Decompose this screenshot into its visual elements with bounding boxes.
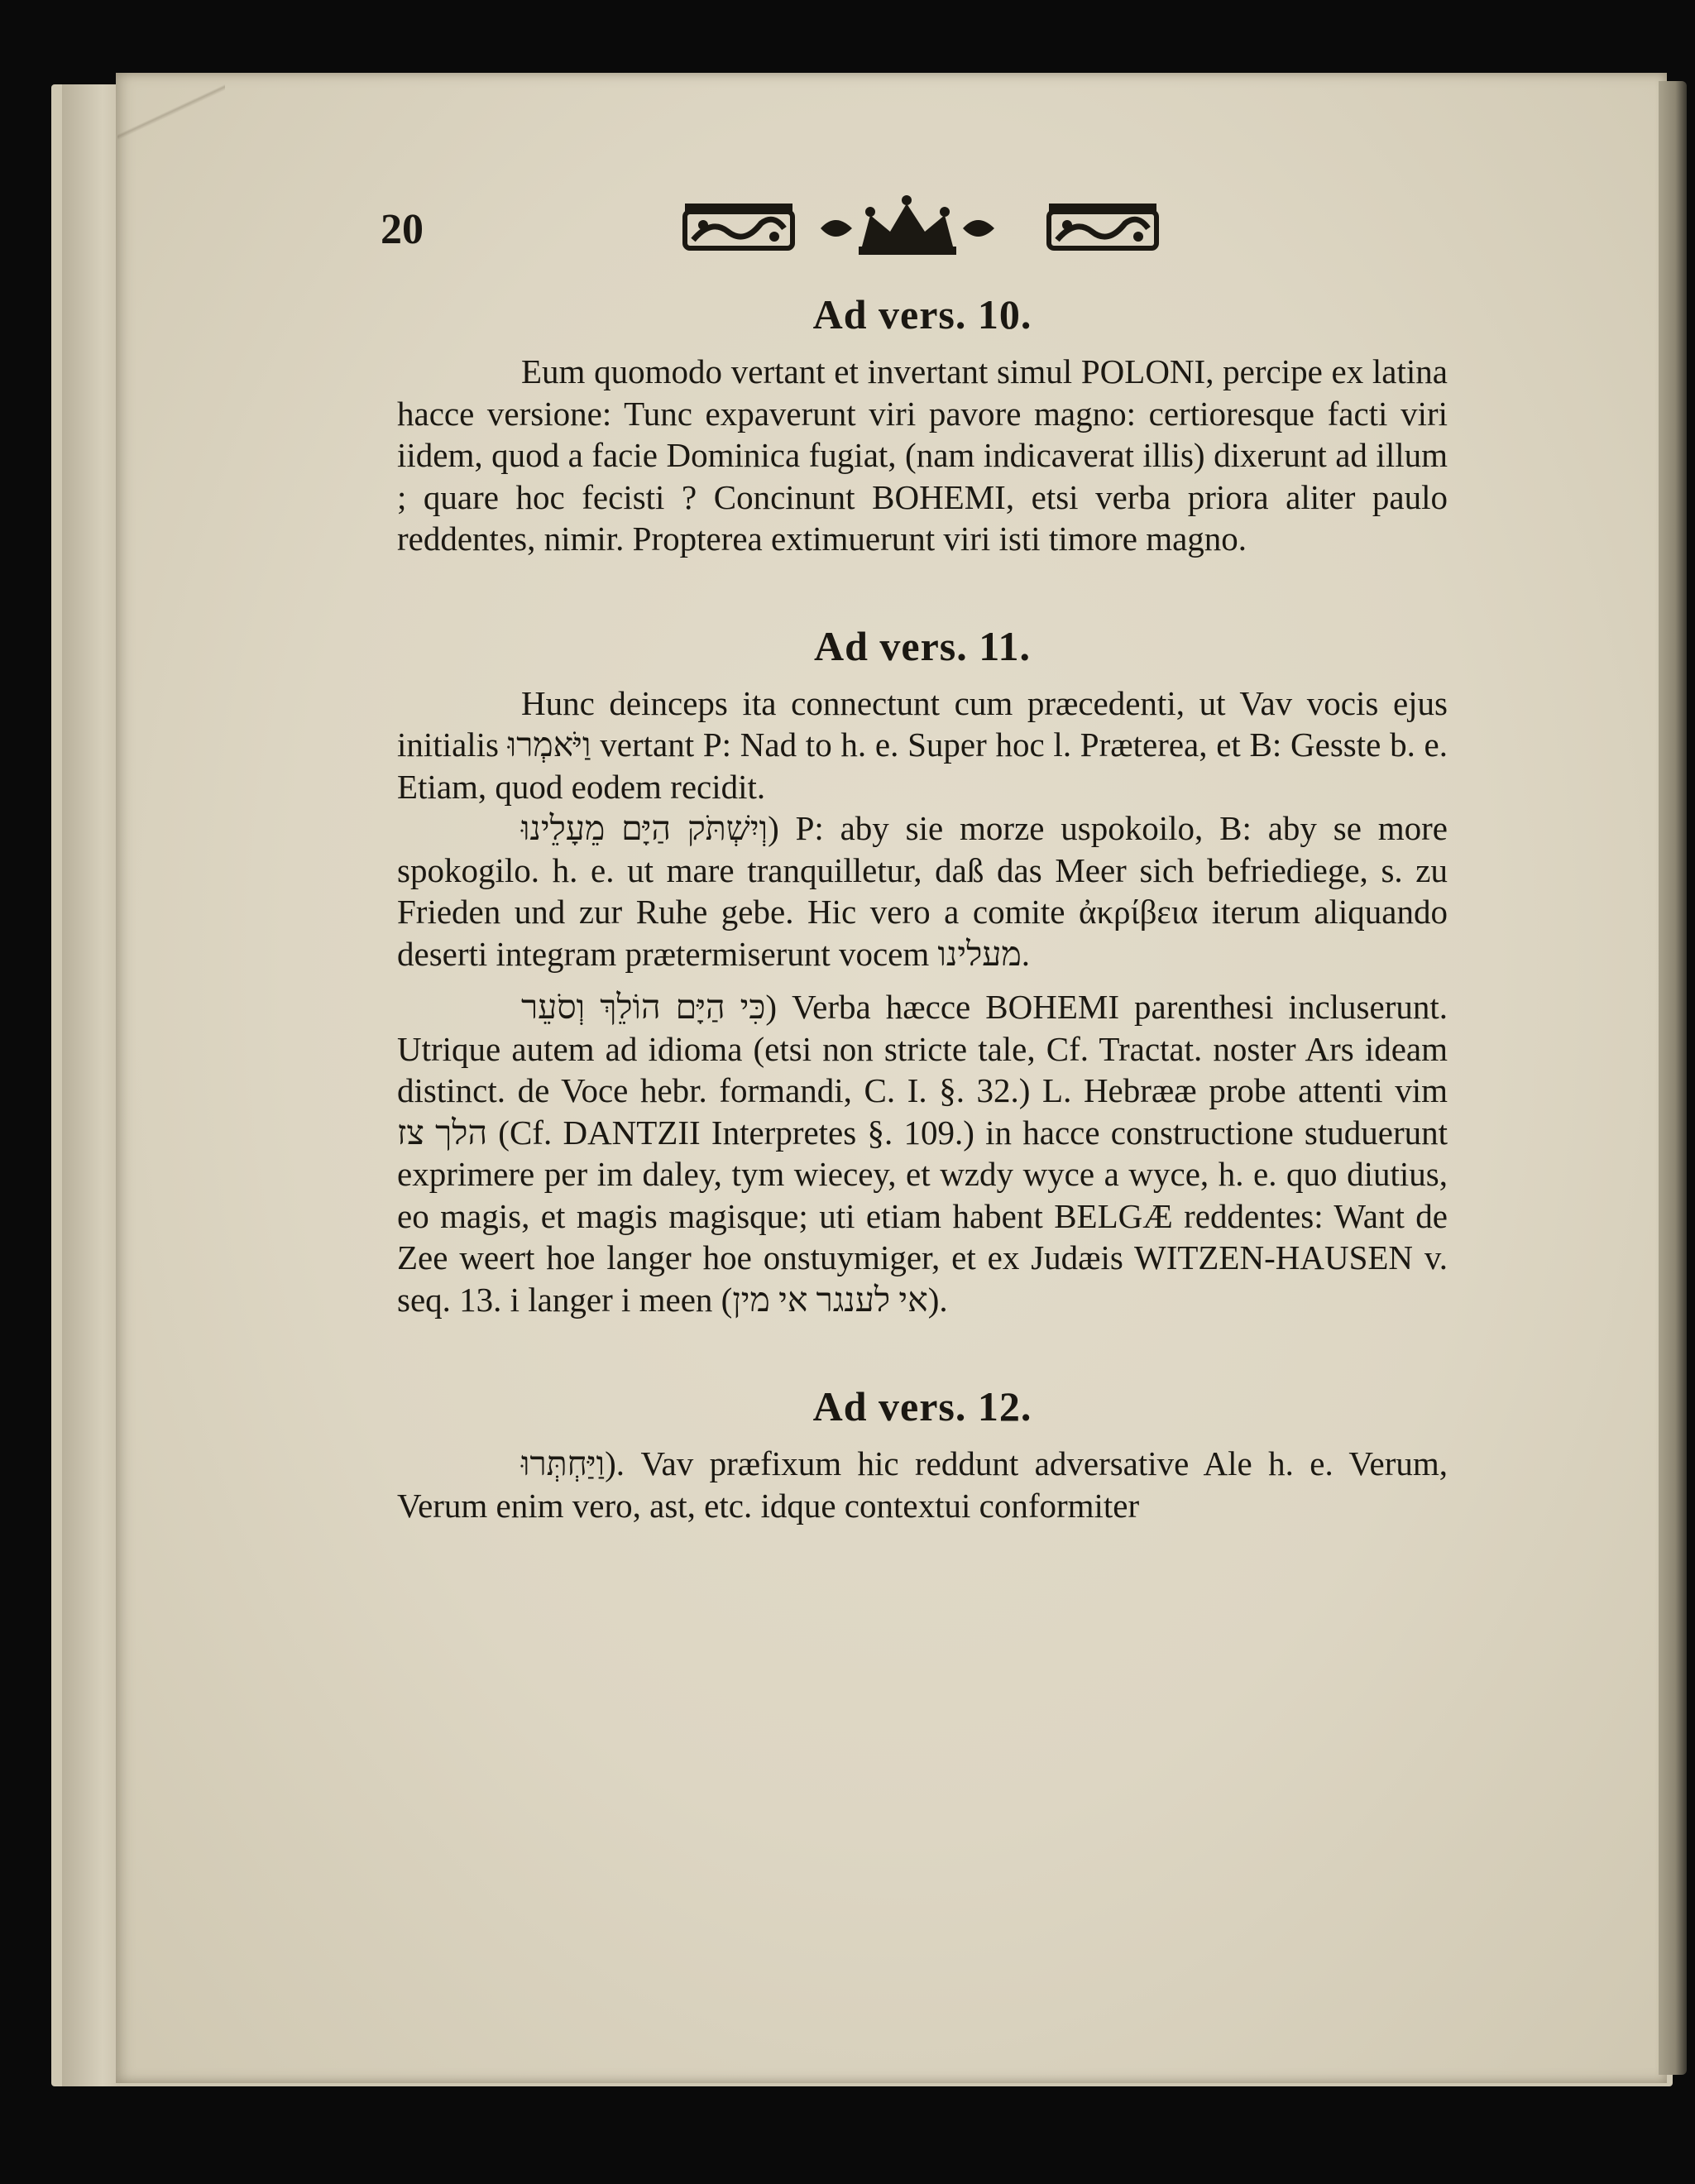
paragraph-vers-11-c: כִּי הַיָּם הוֹלֵךְ וְסֹעֵר) Verba hæcce BOHEMI parenthesi incluserunt. Utrique autem ad idioma (etsi non stricte tale, Cf. Tractat. noster Ars ideam distinct. de Voce hebr. formandi, C. I. §. 32.) L. Hebrææ probe attenti vim הלך צז (Cf. DANTZII Interpretes §. 109.) in hacce constructione studuerunt exprimere per im daley, tym wiecey, et wzdy wyce a wyce, h. e. quo diutius, eo magis, et magis magisque; uti etiam habent BELGÆ reddentes: Want de Zee weert hoe langer hoe onstuymiger, et ex Judæis WITZEN-HAUSEN v. seq. 13. i langer i meen (אי לענגר אי מין). (397, 988, 1448, 1319)
page-right-edge (1659, 81, 1687, 2075)
page-number: 20 (381, 206, 424, 253)
paragraph-vers-12: וַיַּחְתְּרוּ). Vav præfixum hic reddunt adversative Ale h. e. Verum, Verum enim vero, ast, etc. idque contextui conformiter (397, 1444, 1448, 1525)
paragraph-vers-11-b: וְיִשְׁתֹּק הַיָּם מֵעָלֵינוּ) P: aby sie morze uspokoilo, B: aby se more spokogilo. h. e. ut mare tranquilletur, daß das Meer sich befriediege, s. zu Frieden und zur Ruhe gebe. Hic vero a comite ἀκρίβεια iterum aliquando deserti integram prætermiserunt vocem מעלינו. (397, 809, 1448, 973)
corner-crease (117, 74, 225, 149)
main-text (397, 290, 1448, 1526)
section-heading-vers-12: Ad vers. 12. (812, 1383, 1032, 1430)
paragraph-vers-10: Eum quomodo vertant et invertant simul POLONI, percipe ex latina hacce versione: Tunc expaverunt viri pavore magno: certioresque facti viri iidem, quod a facie Dominica fugiat, (nam indicaverat illis) dixerunt ad illum ; quare hoc fecisti ? Concinunt BOHEMI, etsi verba priora aliter paulo reddentes, nimir. Propterea extimuerunt viri isti timore magno. (397, 352, 1448, 558)
crown-ornament-icon (678, 195, 1175, 260)
paragraph-vers-11-a: Hunc deinceps ita connectunt cum præcedenti, ut Vav vocis ejus initialis וַיֹּאמְרוּ vertant P: Nad to h. e. Super hoc l. Præterea, et B: Gesste b. e. Etiam, quod eodem recidit. (397, 683, 1448, 806)
gutter-fold (62, 84, 120, 2086)
section-heading-vers-10: Ad vers. 10. (812, 291, 1032, 338)
section-heading-vers-11: Ad vers. 11. (814, 622, 1031, 669)
